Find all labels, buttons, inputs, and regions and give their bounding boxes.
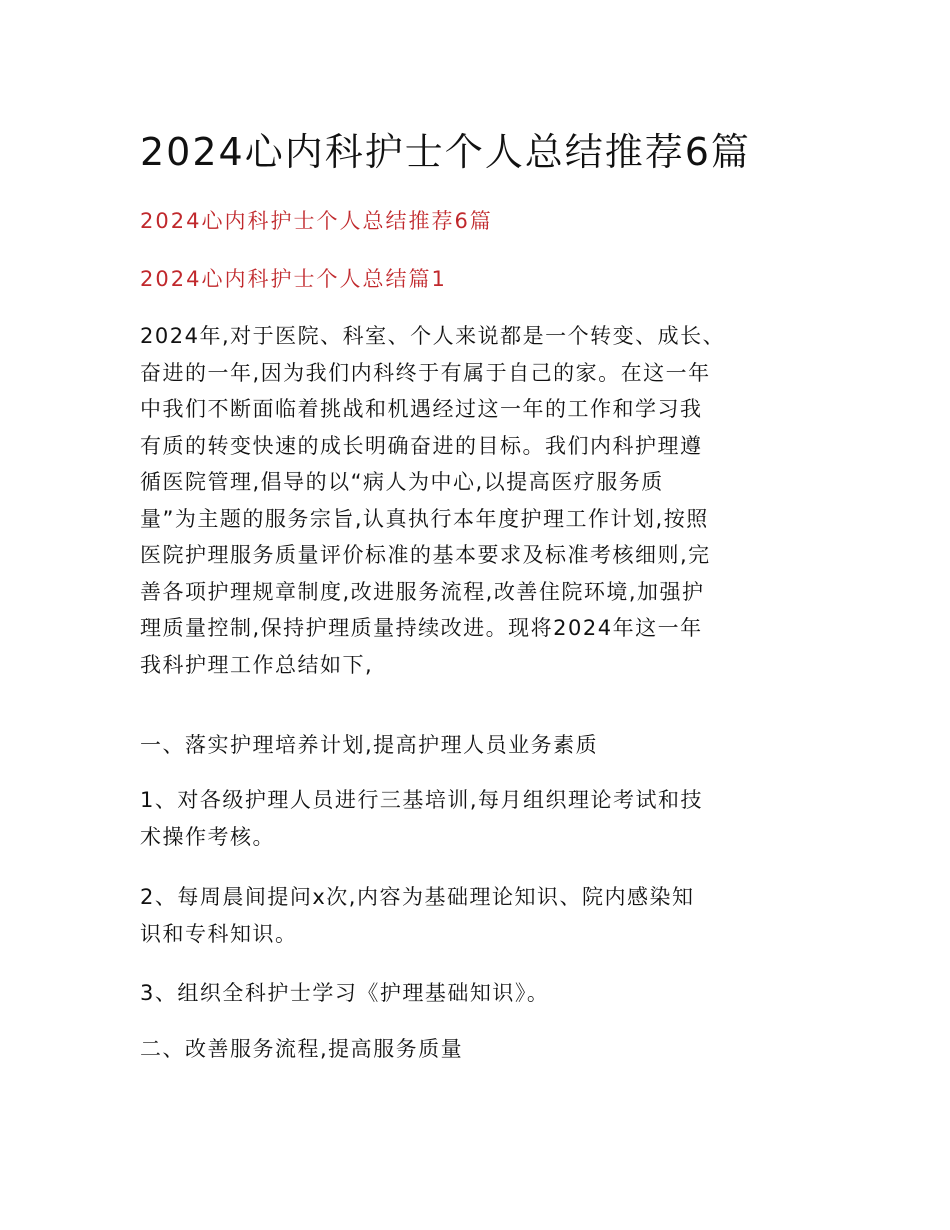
paragraph-line: 中我们不断面临着挑战和机遇经过这一年的工作和学习我 bbox=[140, 397, 703, 421]
list-item-line: 1、对各级护理人员进行三基培训,每月组织理论考试和技 bbox=[140, 788, 704, 812]
list-item-line: 识和专科知识。 bbox=[140, 921, 298, 946]
paragraph-line: 我科护理工作总结如下, bbox=[140, 652, 374, 677]
paragraph-line: 2024年,对于医院、科室、个人来说都是一个转变、成长、 bbox=[140, 324, 726, 348]
heading-one-text: 一、落实护理培养计划,提高护理人员业务素质 bbox=[140, 733, 599, 757]
paragraph-line: 奋进的一年,因为我们内科终于有属于自己的家。在这一年 bbox=[140, 360, 711, 385]
paragraph-line: 有质的转变快速的成长明确奋进的目标。我们内科护理遵 bbox=[140, 433, 703, 458]
list-item-2 bbox=[140, 879, 810, 952]
section-title: 2024心内科护士个人总结篇1 bbox=[140, 267, 447, 291]
list-item-line: 术操作考核。 bbox=[140, 824, 275, 849]
intro-paragraph bbox=[140, 318, 810, 683]
list-item-3 bbox=[140, 975, 810, 1012]
heading-two-text: 二、改善服务流程,提高服务质量 bbox=[140, 1037, 464, 1061]
paragraph-line: 量”为主题的服务宗旨,认真执行本年度护理工作计划,按照 bbox=[140, 506, 709, 531]
list-item-line: 3、组织全科护士学习《护理基础知识》。 bbox=[140, 981, 550, 1005]
heading-one bbox=[140, 727, 810, 764]
list-item-1 bbox=[140, 782, 810, 855]
document-title: 2024心内科护士个人总结推荐6篇 bbox=[140, 130, 751, 174]
paragraph-line: 循医院管理,倡导的以“病人为中心,以提高医疗服务质 bbox=[140, 470, 664, 494]
list-item-line: 2、每周晨间提问x次,内容为基础理论知识、院内感染知 bbox=[140, 885, 695, 909]
paragraph-line: 医院护理服务质量评价标准的基本要求及标准考核细则,完 bbox=[140, 543, 711, 567]
paragraph-line: 善各项护理规章制度,改进服务流程,改善住院环境,加强护 bbox=[140, 579, 705, 604]
heading-two bbox=[140, 1031, 810, 1068]
paragraph-line: 理质量控制,保持护理质量持续改进。现将2024年这一年 bbox=[140, 616, 703, 640]
document-subtitle: 2024心内科护士个人总结推荐6篇 bbox=[140, 209, 493, 233]
